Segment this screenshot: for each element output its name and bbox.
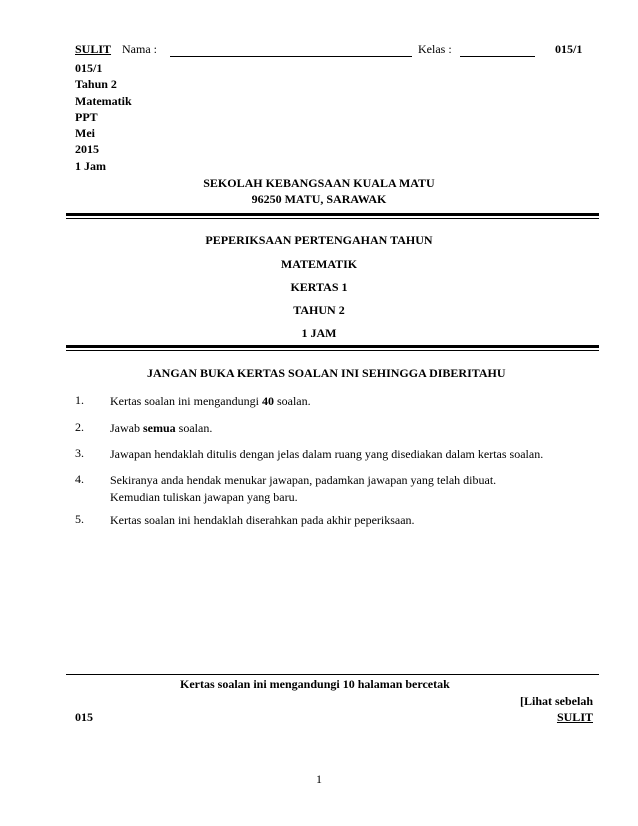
instruction-number: 5. (75, 512, 84, 526)
divider-top-thick (66, 213, 599, 216)
instruction-text: Jawab semua soalan. (110, 421, 213, 435)
instruction-number: 3. (75, 446, 84, 460)
instruction-number: 4. (75, 472, 84, 486)
exam-title: PEPERIKSAAN PERTENGAHAN TAHUN (205, 233, 433, 247)
instruction-warning: JANGAN BUKA KERTAS SOALAN INI SEHINGGA DIBERITAHU (147, 366, 506, 380)
nama-field[interactable] (170, 56, 412, 57)
sulit-label: SULIT (75, 42, 112, 56)
paper-code-right: 015/1 (555, 42, 583, 56)
school-name: SEKOLAH KEBANGSAAN KUALA MATU (203, 176, 435, 190)
paper-info-subject: Matematik (75, 93, 132, 108)
instruction-text: Kertas soalan ini mengandungi 40 soalan. (110, 394, 311, 408)
page-number: 1 (316, 772, 322, 786)
kelas-label: Kelas : (418, 42, 452, 56)
paper-info-exam: PPT (75, 109, 98, 124)
paper-info-duration: 1 Jam (75, 158, 106, 173)
exam-subject: MATEMATIK (280, 257, 358, 271)
school-address: 96250 MATU, SARAWAK (251, 192, 387, 206)
footer-divider (66, 674, 599, 675)
instruction-text: Jawapan hendaklah ditulis dengan jelas dalam ruang yang disediakan dalam kertas soalan. (110, 447, 544, 461)
kelas-field[interactable] (460, 56, 535, 57)
instruction-line: Sekiranya anda hendak menukar jawapan, padamkan jawapan yang telah dibuat. (110, 473, 497, 487)
divider-mid-thick (66, 345, 599, 348)
footer-sulit: SULIT (556, 710, 593, 724)
paper-info-block (75, 60, 132, 174)
pages-note: Kertas soalan ini mengandungi 10 halaman bercetak (180, 677, 450, 691)
instruction-number: 2. (75, 420, 84, 434)
instruction-text (110, 472, 590, 506)
instruction-text: Kertas soalan ini hendaklah diserahkan pada akhir peperiksaan. (110, 513, 415, 527)
see-over-note: [Lihat sebelah (519, 694, 593, 708)
paper-info-year: Tahun 2 (75, 77, 117, 92)
footer-code: 015 (75, 710, 93, 724)
paper-info-code: 015/1 (75, 61, 103, 75)
exam-duration: 1 JAM (301, 326, 337, 340)
instruction-number: 1. (75, 393, 84, 407)
paper-info-yearnum: 2015 (75, 142, 99, 157)
exam-paper: KERTAS 1 (290, 280, 348, 294)
divider-top-thin (66, 218, 599, 219)
exam-year: TAHUN 2 (293, 303, 345, 317)
divider-mid-thin (66, 350, 599, 351)
paper-info-month: Mei (75, 126, 95, 141)
instruction-line: Kemudian tuliskan jawapan yang baru. (110, 490, 298, 504)
nama-label: Nama : (122, 42, 157, 56)
